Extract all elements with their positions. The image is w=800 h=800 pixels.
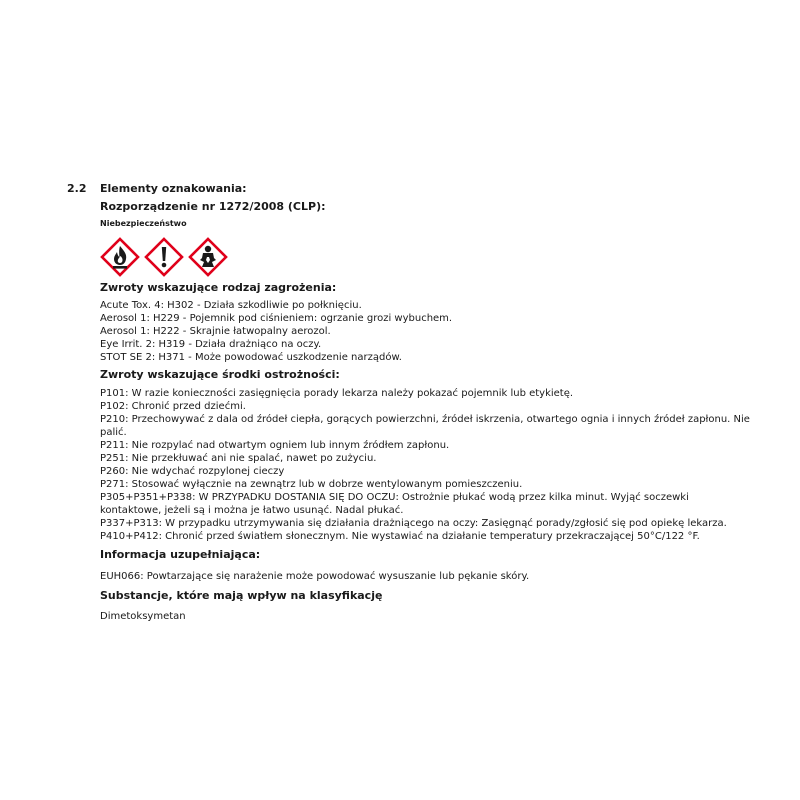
precautionary-statements [100,368,750,543]
section-number: 2.2 [67,182,87,195]
health-hazard-pictogram-icon [188,237,228,277]
section-title: Elementy oznakowania: [100,182,247,195]
exclamation-pictogram-icon [144,237,184,277]
hazard-line: STOT SE 2: H371 - Może powodować uszkodzenie narządów. [100,352,402,363]
precaution-line: P102: Chronić przed dziećmi. [100,401,246,412]
supplementary-heading: Informacja uzupełniająca: [100,548,261,561]
precaution-line: P337+P313: W przypadku utrzymywania się działania drażniącego na oczy: Zasięgnąć porady/zgłosić się pod opiekę lekarza. [100,518,727,529]
ghs-pictograms [100,237,228,277]
precaution-line: P210: Przechowywać z dala od źródeł ciepła, gorących powierzchni, źródeł iskrzenia, otwartego ognia i innych źródeł zapłonu. Nie palić. [100,414,750,438]
signal-word: Niebezpieczeństwo [100,219,187,228]
substances-text: Dimetoksymetan [100,611,186,622]
hazard-heading: Zwroty wskazujące rodzaj zagrożenia: [100,281,337,294]
precaution-line: P251: Nie przekłuwać ani nie spalać, nawet po zużyciu. [100,453,377,464]
regulation-title: Rozporządzenie nr 1272/2008 (CLP): [100,200,326,213]
hazard-line: Aerosol 1: H222 - Skrajnie łatwopalny aerozol. [100,326,331,337]
hazard-line: Acute Tox. 4: H302 - Działa szkodliwie po połknięciu. [100,300,362,311]
precaution-line: P101: W razie konieczności zasięgnięcia porady lekarza należy pokazać pojemnik lub etykietę. [100,388,574,399]
precaution-line: P271: Stosować wyłącznie na zewnątrz lub w dobrze wentylowanym pomieszczeniu. [100,479,523,490]
hazard-line: Eye Irrit. 2: H319 - Działa drażniąco na oczy. [100,339,322,350]
substances-heading: Substancje, które mają wpływ na klasyfikację [100,589,383,602]
supplementary-text: EUH066: Powtarzające się narażenie może powodować wysuszanie lub pękanie skóry. [100,571,530,582]
hazard-statements [100,281,750,364]
precaution-line: P305+P351+P338: W PRZYPADKU DOSTANIA SIĘ DO OCZU: Ostrożnie płukać wodą przez kilka minut. Wyjąć soczewki kontaktowe, jeżeli są i można je łatwo usunąć. Nadal płukać. [100,492,689,516]
precaution-line: P260: Nie wdychać rozpylonej cieczy [100,466,285,477]
hazard-line: Aerosol 1: H229 - Pojemnik pod ciśnieniem: ogrzanie grozi wybuchem. [100,313,453,324]
precaution-heading: Zwroty wskazujące środki ostrożności: [100,368,340,381]
precaution-line: P211: Nie rozpylać nad otwartym ogniem lub innym źródłem zapłonu. [100,440,450,451]
precaution-line: P410+P412: Chronić przed światłem słonecznym. Nie wystawiać na działanie temperatury przekraczającej 50°C/122 °F. [100,531,700,542]
flame-pictogram-icon [100,237,140,277]
